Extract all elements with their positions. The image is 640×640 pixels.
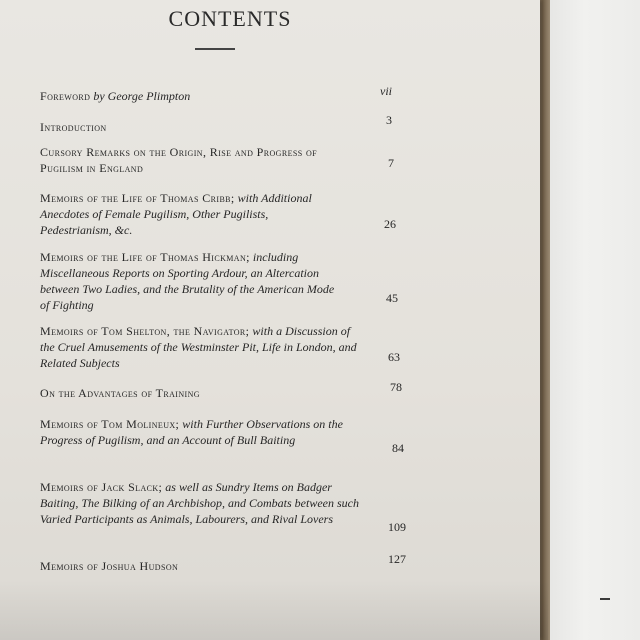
- toc-entry-subtitle: with Further Observations on the Progress of Pugilism, and an Account of Bull Baiting: [40, 417, 343, 447]
- toc-entry-joshua-hudson: [40, 558, 370, 574]
- toc-entry-training: [40, 385, 370, 401]
- toc-page-number: 84: [392, 441, 404, 455]
- title-rule: [195, 48, 235, 50]
- background-surface: [548, 0, 640, 640]
- toc-entry-title: On the Advantages of Training: [40, 386, 200, 400]
- toc-entry-jack-slack: [40, 479, 360, 527]
- toc-entry-tom-shelton: [40, 323, 365, 371]
- toc-entry-thomas-cribb: [40, 190, 340, 238]
- toc-page-number: 26: [384, 217, 396, 231]
- toc-page-number: 127: [388, 552, 406, 566]
- page-title: CONTENTS: [168, 6, 292, 31]
- background-mark: [600, 598, 610, 600]
- toc-page-number: 78: [390, 380, 402, 394]
- toc-page-number: 45: [386, 291, 398, 305]
- toc-entry-subtitle: as well as Sundry Items on Badger Baiting, The Bilking of an Archbishop, and Combats between such Varied Participants as Animals, Labourers, and Rival Lovers: [40, 480, 359, 526]
- toc-entry-subtitle: with Additional Anecdotes of Female Pugilism, Other Pugilists, Pedestrianism, &c.: [40, 191, 312, 237]
- toc-entry-thomas-hickman: [40, 249, 345, 313]
- toc-entry-cursory-remarks: [40, 144, 340, 176]
- toc-entry-foreword: [40, 88, 370, 104]
- toc-entry-title: Memoirs of Tom Molineux;: [40, 417, 180, 431]
- toc-page-number: 63: [388, 350, 400, 364]
- toc-page-number: vii: [380, 84, 392, 98]
- toc-entry-subtitle: including Miscellaneous Reports on Sporting Ardour, an Altercation between Two Ladies, and the Brutality of the American Mode of Fighting: [40, 250, 335, 312]
- toc-entry-title: Introduction: [40, 120, 107, 134]
- toc-page-number: 7: [388, 156, 394, 170]
- toc-entry-title: Memoirs of Tom Shelton, the Navigator;: [40, 324, 250, 338]
- toc-entry-tom-molineux: [40, 416, 360, 448]
- toc-entry-title: Memoirs of Joshua Hudson: [40, 559, 179, 573]
- toc-entry-title: Memoirs of the Life of Thomas Hickman;: [40, 250, 250, 264]
- toc-entry-introduction: [40, 119, 370, 135]
- toc-entry-title: Memoirs of the Life of Thomas Cribb;: [40, 191, 235, 205]
- toc-entry-title: Foreword: [40, 89, 91, 103]
- toc-entry-title: Memoirs of Jack Slack;: [40, 480, 163, 494]
- toc-page-number: 109: [388, 520, 406, 534]
- toc-page-number: 3: [386, 113, 392, 127]
- toc-entry-title: Cursory Remarks on the Origin, Rise and Progress of Pugilism in England: [40, 145, 317, 175]
- toc-entry-subtitle: with a Discussion of the Cruel Amusements of the Westminster Pit, Life in London, and Related Subjects: [40, 324, 357, 370]
- toc-entry-subtitle: by George Plimpton: [90, 89, 191, 103]
